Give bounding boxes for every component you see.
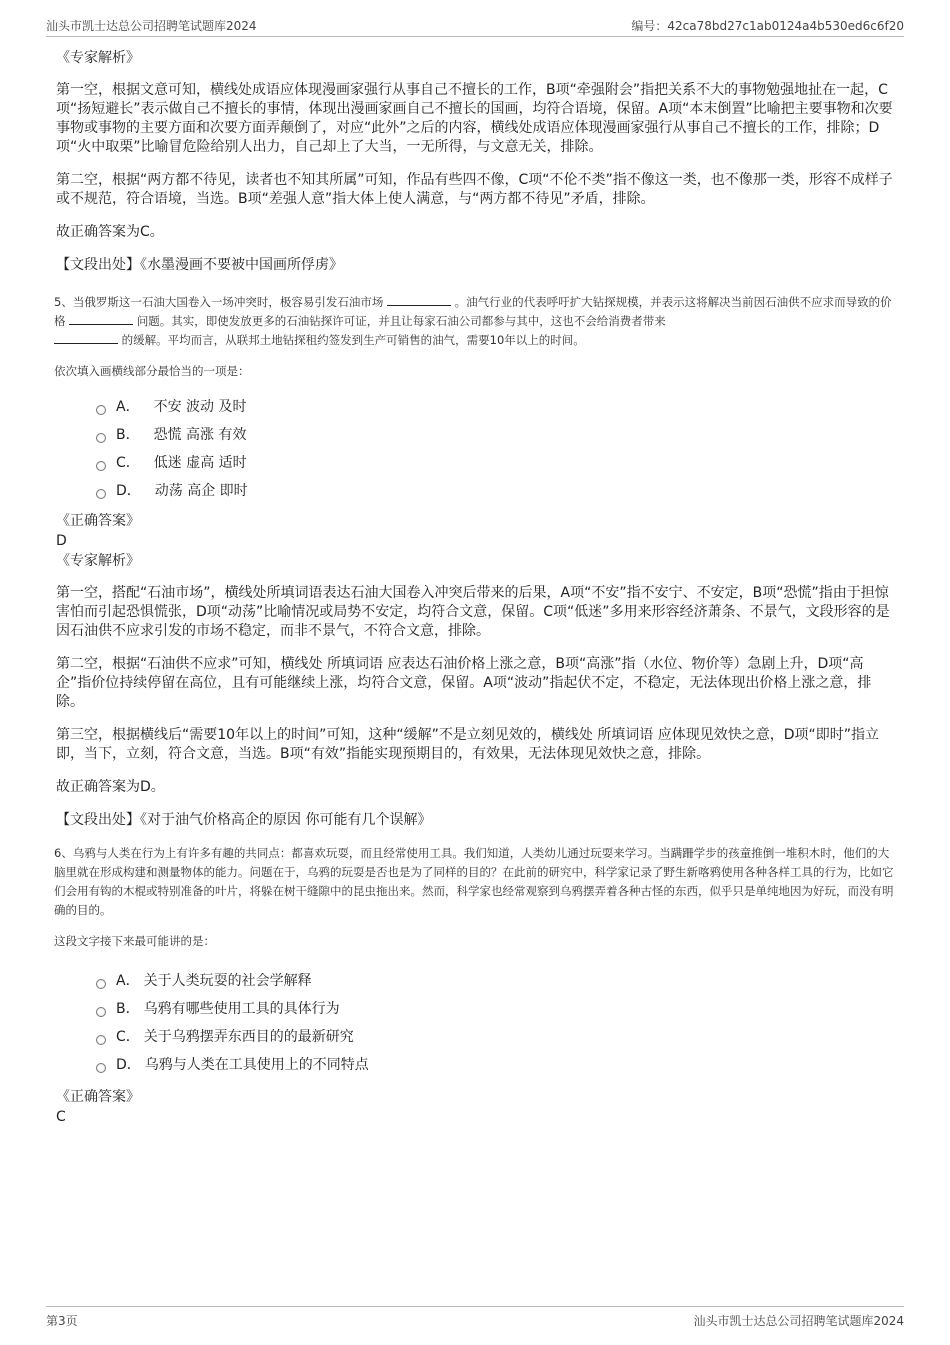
q6-answer-label: 《正确答案》 bbox=[56, 1089, 140, 1105]
q5-conclusion: 故正确答案为D。 bbox=[56, 779, 165, 795]
radio-icon[interactable] bbox=[96, 1063, 106, 1073]
q4-expert-label: 《专家解析》 bbox=[56, 50, 140, 66]
q5-analysis-para3: 第三空，根据横线后“需要10年以上的时间”可知，这种“缓解”不是立刻见效的，横线处 所填词语 应体现见效快之意，D项“即时”指立即，当下，立刻，符合文意，当选。B项“有效”指能实现预期目的，有效果，无法体现见效快之意，排除。 bbox=[56, 727, 880, 762]
q6-options bbox=[96, 967, 894, 1079]
q5-expert-label: 《专家解析》 bbox=[56, 553, 140, 569]
q4-conclusion: 故正确答案为C。 bbox=[56, 224, 164, 240]
radio-icon[interactable] bbox=[96, 1007, 106, 1017]
radio-icon[interactable] bbox=[96, 405, 106, 415]
q5-option-c[interactable]: C． 低迷 虚高 适时 bbox=[96, 449, 894, 477]
q6-answer: C bbox=[56, 1109, 66, 1125]
q4-analysis-para1: 第一空，根据文意可知，横线处成语应体现漫画家强行从事自己不擅长的工作，B项“牵强附会”指把关系不大的事物勉强地扯在一起，C项“扬短避长”表示做自己不擅长的事情，体现出漫画家画自己不擅长的国画，均符合语境，保留。A项“本末倒置”比喻把主要事物和次要事物或事物的主要方面和次要方面弄颠倒了，对应“此外”之后的内容，横线处成语应体现漫画家强行从事自己不擅长的工作，排除；D项“火中取栗”比喻冒危险给别人出力，自己却上了大当，一无所得，与文意无关，排除。 bbox=[56, 82, 893, 155]
q4-source bbox=[56, 256, 894, 275]
radio-icon[interactable] bbox=[96, 433, 106, 443]
q5-answer: D bbox=[56, 533, 67, 549]
q5-analysis-para2: 第二空，根据“石油供不应求”可知，横线处 所填词语 应表达石油价格上涨之意，B项“高涨”指（水位、物价等）急剧上升，D项“高企”指价位持续停留在高位，且有可能继续上涨，均符合文意，保留。A项“波动”指起伏不定，不稳定，无法体现出价格上涨之意，排除。 bbox=[56, 656, 872, 710]
q5-blank-2 bbox=[69, 312, 133, 325]
q4-source-label: 【文段出处】 bbox=[56, 257, 140, 273]
footer-page-number: 第3页 bbox=[46, 1314, 78, 1328]
q6-option-b[interactable]: B． 乌鸦有哪些使用工具的具体行为 bbox=[96, 995, 894, 1023]
page-footer bbox=[46, 1306, 904, 1329]
q6-option-c[interactable]: C． 关于乌鸦摆弄东西目的的最新研究 bbox=[96, 1023, 894, 1051]
q5-option-b[interactable]: B． 恐慌 高涨 有效 bbox=[96, 421, 894, 449]
q5-option-a[interactable]: A． 不安 波动 及时 bbox=[96, 393, 894, 421]
q5-analysis-para1: 第一空，搭配“石油市场”，横线处所填词语表达石油大国卷入冲突后带来的后果，A项“不安”指不安宁、不安定，B项“恐慌”指由于担惊害怕而引起恐惧慌张，D项“动荡”比喻情况或局势不安定，均符合文意，保留。C项“低迷”多用来形容经济萧条、不景气，文段形容的是因石油供不应求引发的市场不稳定，而非不景气，不符合文意，排除。 bbox=[56, 585, 890, 639]
footer-title: 汕头市凯士达总公司招聘笔试题库2024 bbox=[693, 1314, 904, 1328]
q5-source-title: 《对于油气价格高企的原因 你可能有几个误解》 bbox=[140, 812, 432, 828]
q5-blank-1 bbox=[387, 293, 451, 306]
q5-blank-3 bbox=[54, 331, 118, 344]
q5-answer-label: 《正确答案》 bbox=[56, 513, 140, 529]
q5-question-text: 5、当俄罗斯这一石油大国卷入一场冲突时，极容易引发石油市场 。油气行业的代表呼吁扩大钻探规模，并表示这将解决当前因石油供不应求而导致的价格 问题。其实，即使发放更多的石油钻探许可证，并且让每家石油公司都参与其中，这也不会给消费者带来 的缓解。平均而言，从联邦土地钻探租约签发到生产可销售的油气，需要10年以上的时间。 bbox=[54, 295, 892, 347]
header-title: 汕头市凯士达总公司招聘笔试题库2024 bbox=[46, 19, 257, 33]
radio-icon[interactable] bbox=[96, 461, 106, 471]
q5-option-d[interactable]: D． 动荡 高企 即时 bbox=[96, 477, 894, 505]
radio-icon[interactable] bbox=[96, 489, 106, 499]
q6-option-a[interactable]: A． 关于人类玩耍的社会学解释 bbox=[96, 967, 894, 995]
radio-icon[interactable] bbox=[96, 979, 106, 989]
q6-prompt: 这段文字接下来最可能讲的是： bbox=[54, 934, 215, 948]
q5-source bbox=[56, 811, 894, 830]
q5-prompt: 依次填入画横线部分最恰当的一项是： bbox=[54, 364, 250, 378]
header-doc-id: 编号：42ca78bd27c1ab0124a4b530ed6c6f20 bbox=[631, 19, 904, 33]
q6-question-text: 6、乌鸦与人类在行为上有许多有趣的共同点：都喜欢玩耍，而且经常使用工具。我们知道，人类幼儿通过玩耍来学习。当蹒跚学步的孩童推倒一堆积木时，他们的大脑里就在形成构建和测量物体的能力。问题在于，乌鸦的玩耍是否也是为了同样的目的？在此前的研究中，科学家记录了野生新喀鸦使用各种各样工具的行为，比如它们会用有钩的木棍或特别准备的叶片，将躲在树干缝隙中的昆虫拖出来。然而，科学家也经常观察到乌鸦摆弄着各种古怪的东西，似乎只是单纯地因为好玩，而没有明确的目的。 bbox=[54, 846, 894, 917]
page-header bbox=[46, 14, 904, 37]
page-content bbox=[56, 46, 894, 1126]
q5-options bbox=[96, 393, 894, 505]
radio-icon[interactable] bbox=[96, 1035, 106, 1045]
q4-analysis-para2: 第二空，根据“两方都不待见，读者也不知其所属”可知，作品有些四不像，C项“不伦不类”指不像这一类，也不像那一类，形容不成样子或不规范，符合语境，当选。B项“差强人意”指大体上使人满意，与“两方都不待见”矛盾，排除。 bbox=[56, 172, 893, 207]
q4-source-title: 《水墨漫画不要被中国画所俘虏》 bbox=[140, 257, 343, 273]
q5-source-label: 【文段出处】 bbox=[56, 812, 140, 828]
q6-option-d[interactable]: D． 乌鸦与人类在工具使用上的不同特点 bbox=[96, 1051, 894, 1079]
